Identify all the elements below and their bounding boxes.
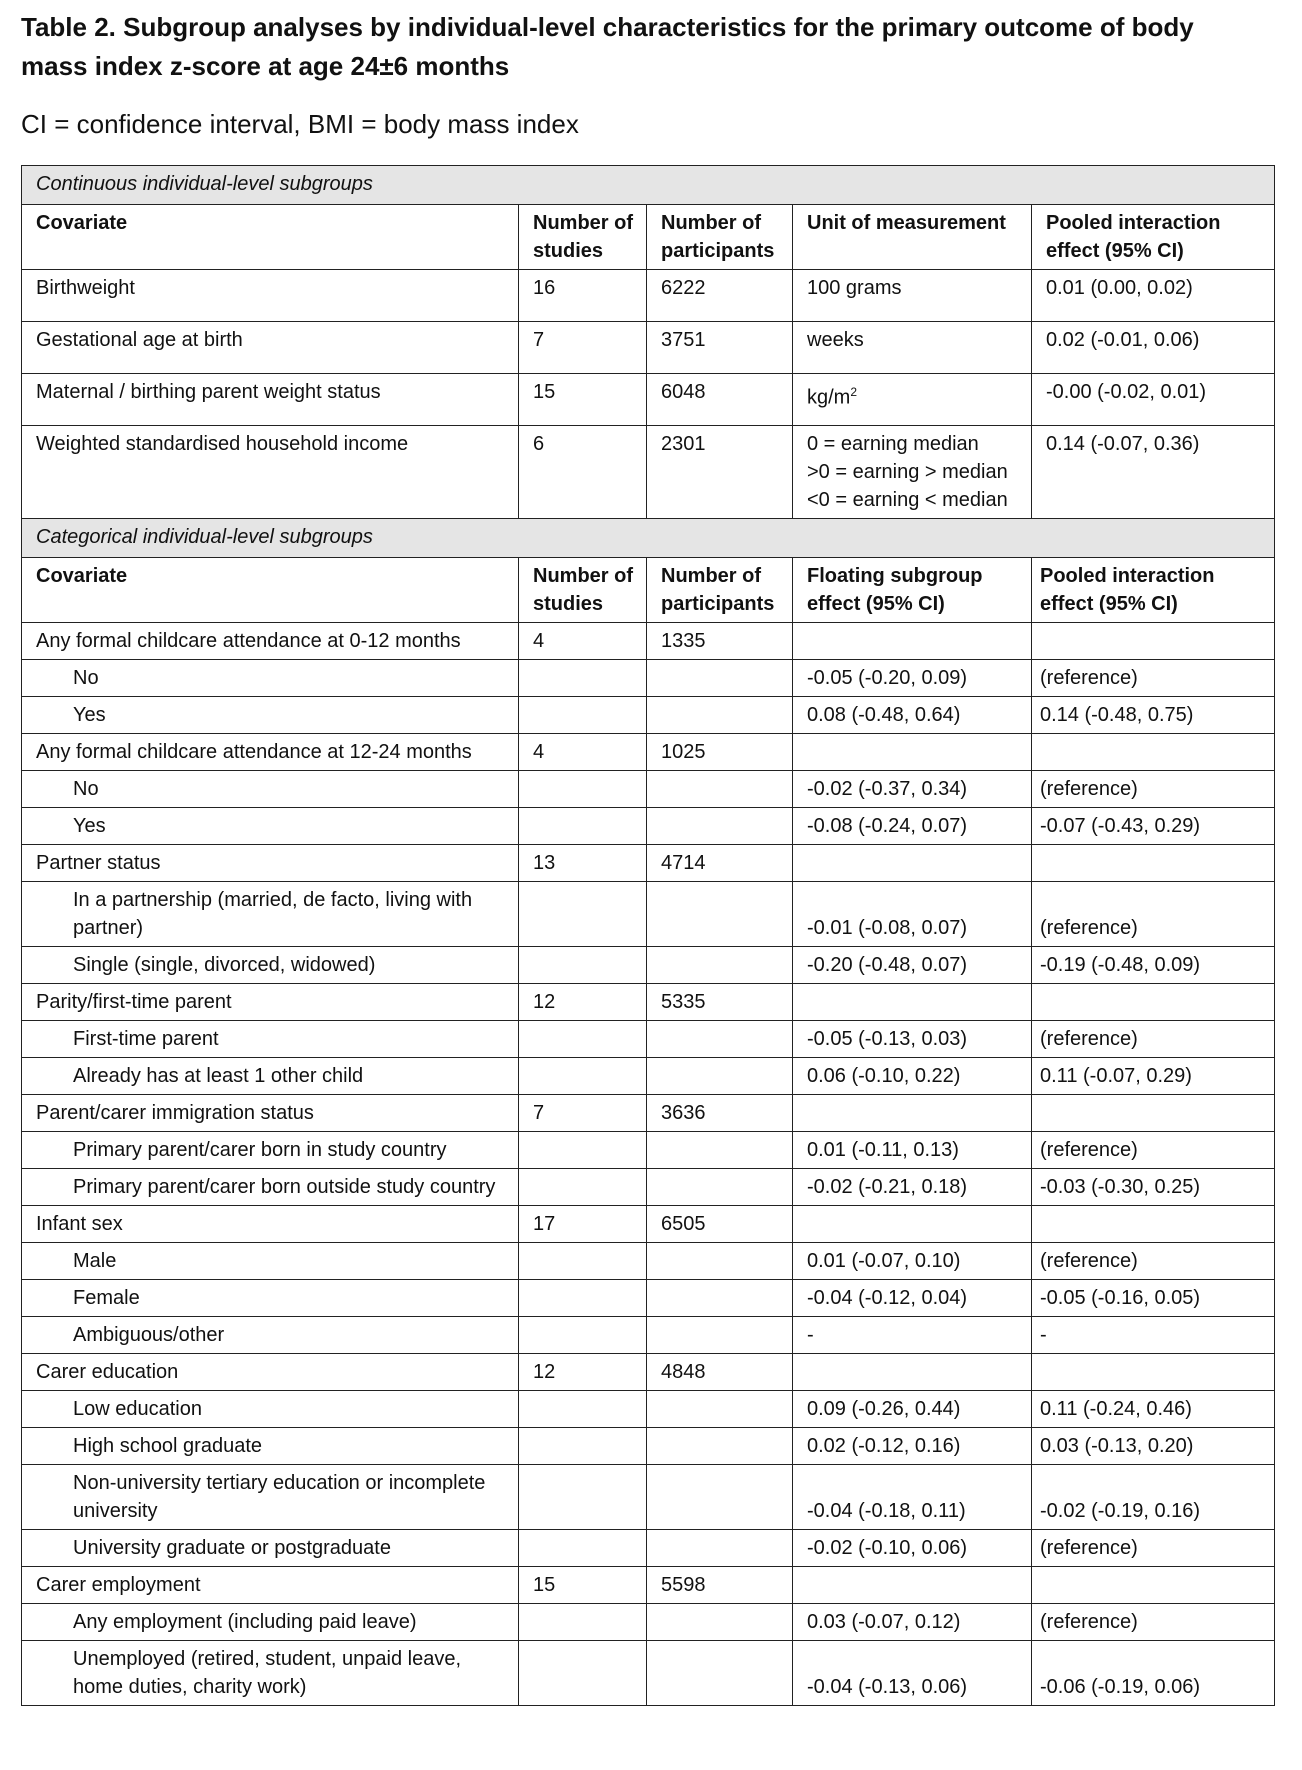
table-row: [22, 771, 1275, 808]
studies-cell: [519, 882, 647, 947]
floating-cell: -0.02 (-0.37, 0.34): [793, 771, 1032, 808]
pooled-cell: -0.06 (-0.19, 0.06): [1032, 1641, 1275, 1706]
group-row: [22, 845, 1275, 882]
floating-cell: 0.01 (-0.11, 0.13): [793, 1132, 1032, 1169]
unit-cell: 100 grams: [793, 270, 1032, 322]
group-covariate-cell: Infant sex: [22, 1206, 519, 1243]
participants-cell: 3636: [647, 1095, 793, 1132]
continuous-header-row: [22, 205, 1275, 270]
level-label-cell: Unemployed (retired, student, unpaid leave, home duties, charity work): [22, 1641, 519, 1706]
participants-cell: [647, 1530, 793, 1567]
level-label-cell: In a partnership (married, de facto, living with partner): [22, 882, 519, 947]
pooled-cell: 0.14 (-0.48, 0.75): [1032, 697, 1275, 734]
floating-cell: -0.04 (-0.12, 0.04): [793, 1280, 1032, 1317]
studies-cell: [519, 1132, 647, 1169]
pooled-cell: 0.03 (-0.13, 0.20): [1032, 1428, 1275, 1465]
table-row: [22, 1317, 1275, 1354]
pooled-cell: -0.03 (-0.30, 0.25): [1032, 1169, 1275, 1206]
pooled-cell: [1032, 845, 1275, 882]
participants-cell: [647, 1604, 793, 1641]
participants-cell: [647, 1465, 793, 1530]
studies-cell: [519, 1465, 647, 1530]
floating-cell: 0.02 (-0.12, 0.16): [793, 1428, 1032, 1465]
pooled-cell: [1032, 1354, 1275, 1391]
floating-cell: -0.01 (-0.08, 0.07): [793, 882, 1032, 947]
categorical-rows: [22, 623, 1275, 1706]
pooled-cell: -0.05 (-0.16, 0.05): [1032, 1280, 1275, 1317]
pooled-cell: 0.11 (-0.07, 0.29): [1032, 1058, 1275, 1095]
unit-line: 0 = earning median: [807, 433, 979, 455]
studies-cell: 16: [519, 270, 647, 322]
unit-cell: weeks: [793, 322, 1032, 374]
level-label-cell: Ambiguous/other: [22, 1317, 519, 1354]
continuous-section-row: [22, 166, 1275, 205]
table-subtitle: CI = confidence interval, BMI = body mass index: [21, 109, 579, 139]
participants-cell: [647, 660, 793, 697]
level-label-cell: University graduate or postgraduate: [22, 1530, 519, 1567]
floating-cell: [793, 623, 1032, 660]
studies-cell: 4: [519, 623, 647, 660]
participants-cell: [647, 1391, 793, 1428]
floating-cell: -0.04 (-0.13, 0.06): [793, 1641, 1032, 1706]
studies-cell: [519, 660, 647, 697]
participants-cell: 5335: [647, 984, 793, 1021]
participants-cell: [647, 1021, 793, 1058]
studies-cell: [519, 1530, 647, 1567]
participants-cell: [647, 1243, 793, 1280]
level-label-cell: No: [22, 660, 519, 697]
pooled-cell: (reference): [1032, 882, 1275, 947]
pooled-cell: (reference): [1032, 1243, 1275, 1280]
pooled-cell: (reference): [1032, 660, 1275, 697]
table-row: [22, 1058, 1275, 1095]
studies-cell: [519, 1243, 647, 1280]
table-row: [22, 1169, 1275, 1206]
table-row: [22, 1243, 1275, 1280]
participants-cell: [647, 697, 793, 734]
participants-cell: 1335: [647, 623, 793, 660]
studies-cell: 7: [519, 1095, 647, 1132]
level-label-cell: Non-university tertiary education or incomplete university: [22, 1465, 519, 1530]
covariate-cell: Weighted standardised household income: [22, 426, 519, 519]
floating-cell: -0.08 (-0.24, 0.07): [793, 808, 1032, 845]
studies-cell: [519, 1604, 647, 1641]
studies-cell: 12: [519, 984, 647, 1021]
continuous-section-label: Continuous individual-level subgroups: [22, 166, 1275, 205]
level-label-cell: Primary parent/carer born outside study country: [22, 1169, 519, 1206]
pooled-cell: [1032, 984, 1275, 1021]
group-row: [22, 734, 1275, 771]
studies-cell: [519, 771, 647, 808]
studies-cell: 12: [519, 1354, 647, 1391]
level-label-cell: Female: [22, 1280, 519, 1317]
table-row: [22, 322, 1275, 374]
effect-cell: 0.01 (0.00, 0.02): [1032, 270, 1275, 322]
studies-cell: [519, 1280, 647, 1317]
table-title: Table 2. Subgroup analyses by individual-level characteristics for the primary outcome of body mass index z-score at age 24±6 months: [21, 12, 1194, 81]
unit-text: kg/m: [807, 386, 851, 409]
pooled-cell: [1032, 1206, 1275, 1243]
header-participants: Number of participants: [647, 558, 793, 623]
studies-cell: [519, 947, 647, 984]
pooled-cell: (reference): [1032, 771, 1275, 808]
categorical-section-label: Categorical individual-level subgroups: [22, 519, 1275, 558]
covariate-cell: Gestational age at birth: [22, 322, 519, 374]
table-row: [22, 947, 1275, 984]
floating-cell: 0.03 (-0.07, 0.12): [793, 1604, 1032, 1641]
level-label-cell: High school graduate: [22, 1428, 519, 1465]
pooled-cell: -0.19 (-0.48, 0.09): [1032, 947, 1275, 984]
participants-cell: 1025: [647, 734, 793, 771]
group-covariate-cell: Carer education: [22, 1354, 519, 1391]
table-row: [22, 882, 1275, 947]
floating-cell: [793, 845, 1032, 882]
studies-cell: [519, 1169, 647, 1206]
floating-cell: -0.05 (-0.13, 0.03): [793, 1021, 1032, 1058]
group-row: [22, 1354, 1275, 1391]
group-covariate-cell: Parent/carer immigration status: [22, 1095, 519, 1132]
effect-cell: 0.02 (-0.01, 0.06): [1032, 322, 1275, 374]
participants-cell: [647, 1169, 793, 1206]
group-covariate-cell: Any formal childcare attendance at 0-12 months: [22, 623, 519, 660]
pooled-cell: [1032, 1095, 1275, 1132]
participants-cell: [647, 1317, 793, 1354]
categorical-header-row: [22, 558, 1275, 623]
studies-cell: [519, 808, 647, 845]
covariate-cell: Birthweight: [22, 270, 519, 322]
studies-cell: [519, 1641, 647, 1706]
level-label-cell: Any employment (including paid leave): [22, 1604, 519, 1641]
covariate-cell: Maternal / birthing parent weight status: [22, 374, 519, 426]
level-label-cell: Low education: [22, 1391, 519, 1428]
participants-cell: 6222: [647, 270, 793, 322]
participants-cell: [647, 1641, 793, 1706]
unit-superscript: 2: [850, 385, 858, 399]
participants-cell: 5598: [647, 1567, 793, 1604]
group-covariate-cell: Carer employment: [22, 1567, 519, 1604]
effect-cell: -0.00 (-0.02, 0.01): [1032, 374, 1275, 426]
level-label-cell: Primary parent/carer born in study country: [22, 1132, 519, 1169]
floating-cell: [793, 1095, 1032, 1132]
pooled-cell: -0.07 (-0.43, 0.29): [1032, 808, 1275, 845]
floating-cell: [793, 984, 1032, 1021]
group-row: [22, 1206, 1275, 1243]
pooled-cell: 0.11 (-0.24, 0.46): [1032, 1391, 1275, 1428]
header-covariate: Covariate: [22, 205, 519, 270]
group-row: [22, 1095, 1275, 1132]
group-covariate-cell: Partner status: [22, 845, 519, 882]
studies-cell: 15: [519, 374, 647, 426]
studies-cell: [519, 1428, 647, 1465]
header-unit: Unit of measurement: [793, 205, 1032, 270]
studies-cell: 4: [519, 734, 647, 771]
header-pooled: Pooled interaction effect (95% CI): [1032, 558, 1275, 623]
participants-cell: [647, 1058, 793, 1095]
participants-cell: [647, 947, 793, 984]
participants-cell: 3751: [647, 322, 793, 374]
header-participants: Number of participants: [647, 205, 793, 270]
floating-cell: [793, 734, 1032, 771]
subgroup-table: [21, 165, 1275, 1706]
level-label-cell: First-time parent: [22, 1021, 519, 1058]
table-row: [22, 1280, 1275, 1317]
participants-cell: [647, 771, 793, 808]
studies-cell: [519, 1021, 647, 1058]
header-studies: Number of studies: [519, 558, 647, 623]
table-row: [22, 697, 1275, 734]
participants-cell: 6048: [647, 374, 793, 426]
level-label-cell: Already has at least 1 other child: [22, 1058, 519, 1095]
header-studies: Number of studies: [519, 205, 647, 270]
table-row: [22, 374, 1275, 426]
level-label-cell: No: [22, 771, 519, 808]
floating-cell: 0.08 (-0.48, 0.64): [793, 697, 1032, 734]
participants-cell: [647, 1428, 793, 1465]
level-label-cell: Single (single, divorced, widowed): [22, 947, 519, 984]
studies-cell: [519, 697, 647, 734]
participants-cell: 4848: [647, 1354, 793, 1391]
table-row: [22, 1641, 1275, 1706]
studies-cell: 13: [519, 845, 647, 882]
floating-cell: [793, 1567, 1032, 1604]
pooled-cell: (reference): [1032, 1604, 1275, 1641]
pooled-cell: [1032, 623, 1275, 660]
group-row: [22, 984, 1275, 1021]
categorical-section-row: [22, 519, 1275, 558]
floating-cell: 0.01 (-0.07, 0.10): [793, 1243, 1032, 1280]
studies-cell: 15: [519, 1567, 647, 1604]
level-label-cell: Male: [22, 1243, 519, 1280]
header-floating: Floating subgroup effect (95% CI): [793, 558, 1032, 623]
table-row: [22, 1530, 1275, 1567]
studies-cell: 6: [519, 426, 647, 519]
floating-cell: -0.20 (-0.48, 0.07): [793, 947, 1032, 984]
participants-cell: [647, 1280, 793, 1317]
floating-cell: -0.05 (-0.20, 0.09): [793, 660, 1032, 697]
participants-cell: [647, 1132, 793, 1169]
floating-cell: -0.04 (-0.18, 0.11): [793, 1465, 1032, 1530]
group-row: [22, 623, 1275, 660]
table-row: [22, 1132, 1275, 1169]
table-row: [22, 808, 1275, 845]
table-row: [22, 1021, 1275, 1058]
studies-cell: [519, 1391, 647, 1428]
floating-cell: [793, 1206, 1032, 1243]
floating-cell: 0.09 (-0.26, 0.44): [793, 1391, 1032, 1428]
header-pooled: Pooled interaction effect (95% CI): [1032, 205, 1275, 270]
pooled-cell: [1032, 734, 1275, 771]
participants-cell: 4714: [647, 845, 793, 882]
group-covariate-cell: Parity/first-time parent: [22, 984, 519, 1021]
unit-cell: [793, 426, 1032, 519]
pooled-cell: (reference): [1032, 1021, 1275, 1058]
floating-cell: -0.02 (-0.21, 0.18): [793, 1169, 1032, 1206]
header-covariate: Covariate: [22, 558, 519, 623]
pooled-cell: -0.02 (-0.19, 0.16): [1032, 1465, 1275, 1530]
pooled-cell: (reference): [1032, 1530, 1275, 1567]
table-row: [22, 270, 1275, 322]
effect-cell: 0.14 (-0.07, 0.36): [1032, 426, 1275, 519]
participants-cell: 2301: [647, 426, 793, 519]
floating-cell: 0.06 (-0.10, 0.22): [793, 1058, 1032, 1095]
floating-cell: -: [793, 1317, 1032, 1354]
participants-cell: [647, 882, 793, 947]
table-row: [22, 426, 1275, 519]
table-row: [22, 660, 1275, 697]
floating-cell: -0.02 (-0.10, 0.06): [793, 1530, 1032, 1567]
participants-cell: 6505: [647, 1206, 793, 1243]
pooled-cell: (reference): [1032, 1132, 1275, 1169]
studies-cell: [519, 1058, 647, 1095]
table-row: [22, 1465, 1275, 1530]
studies-cell: 17: [519, 1206, 647, 1243]
table-row: [22, 1428, 1275, 1465]
unit-line: >0 = earning > median: [807, 461, 1008, 483]
pooled-cell: -: [1032, 1317, 1275, 1354]
table-row: [22, 1604, 1275, 1641]
participants-cell: [647, 808, 793, 845]
level-label-cell: Yes: [22, 808, 519, 845]
studies-cell: [519, 1317, 647, 1354]
studies-cell: 7: [519, 322, 647, 374]
pooled-cell: [1032, 1567, 1275, 1604]
group-row: [22, 1567, 1275, 1604]
unit-cell: [793, 374, 1032, 426]
floating-cell: [793, 1354, 1032, 1391]
level-label-cell: Yes: [22, 697, 519, 734]
unit-line: <0 = earning < median: [807, 489, 1008, 511]
group-covariate-cell: Any formal childcare attendance at 12-24 months: [22, 734, 519, 771]
table-row: [22, 1391, 1275, 1428]
